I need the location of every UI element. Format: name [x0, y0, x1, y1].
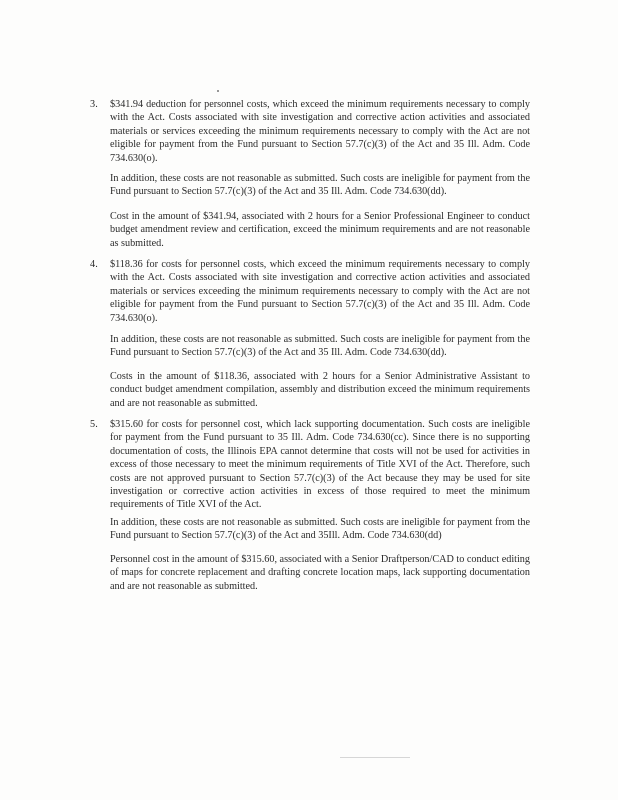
- item-3-paragraph-1: $341.94 deduction for personnel costs, which exceed the minimum requirements necessary to comply with the Act. Costs associated with site investigation and corrective action activities and associated materials or services exceeding the minimum requirements necessary to comply with the Act are not eligible for payment from the Fund pursuant to Section 57.7(c)(3) of the Act and 35 Ill. Adm. Code 734.630(o).: [110, 99, 530, 164]
- item-4-paragraph-3: Costs in the amount of $118.36, associated with 2 hours for a Senior Administrative Assistant to conduct budget amendment compilation, assembly and distribution exceed the minimum requirements and are not reasonable as submitted.: [110, 371, 530, 409]
- item-number: 4.: [90, 259, 98, 270]
- scan-artifact-line: [340, 757, 410, 758]
- item-5-paragraph-2: In addition, these costs are not reasonable as submitted. Such costs are ineligible for payment from the Fund pursuant to Section 57.7(c)(3) of the Act and 35Ill. Adm. Code 734.630(dd): [110, 517, 530, 542]
- item-4-paragraph-1: $118.36 for costs for personnel costs, which exceed the minimum requirements necessary to comply with the Act. Costs associated with site investigation and corrective action activities and associated materials or services exceeding the minimum requirements necessary to comply with the Act are not eligible for payment from the Fund pursuant to Section 57.7(c)(3) of the Act and 35 Ill. Adm. Code 734.630(o).: [110, 259, 530, 324]
- item-number: 5.: [90, 419, 98, 430]
- item-5-paragraph-3: Personnel cost in the amount of $315.60, associated with a Senior Draftperson/CAD to conduct editing of maps for concrete replacement and drafting concrete location maps, lack supporting documentation and are not reasonable as submitted.: [110, 554, 530, 592]
- item-5-paragraph-1: $315.60 for costs for personnel cost, which lack supporting documentation. Such costs are ineligible for payment from the Fund pursuant to 35 Ill. Adm. Code 734.630(cc). Since there is no supporting documentation of costs, the Illinois EPA cannot determine that costs will not be used for activities in excess of those necessary to meet the minimum requirements of Title XVI of the Act. Therefore, such costs are not approved pursuant to Section 57.7(c)(3) of the Act because they may be used for site investigation or corrective action activities in excess of those required to meet the minimum requirements of Title XVI of the Act.: [110, 419, 530, 511]
- item-number: 3.: [90, 99, 98, 110]
- scan-speck: [217, 90, 219, 92]
- item-3-paragraph-2: In addition, these costs are not reasonable as submitted. Such costs are ineligible for payment from the Fund pursuant to Section 57.7(c)(3) of the Act and 35 Ill. Adm. Code 734.630(dd).: [110, 173, 530, 198]
- item-3-paragraph-3: Cost in the amount of $341.94, associated with 2 hours for a Senior Professional Engineer to conduct budget amendment review and certification, exceed the minimum requirements and are not reasonable as submitted.: [110, 211, 530, 249]
- item-4-paragraph-2: In addition, these costs are not reasonable as submitted. Such costs are ineligible for payment from the Fund pursuant to Section 57.7(c)(3) of the Act and 35 Ill. Adm. Code 734.630(dd).: [110, 334, 530, 359]
